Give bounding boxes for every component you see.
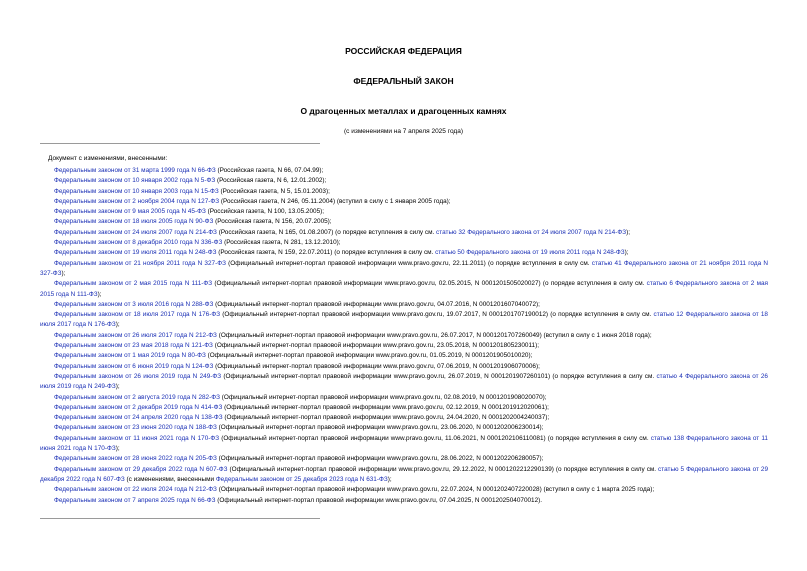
amendment-link[interactable]: Федеральным законом от 10 января 2003 года N 15-ФЗ xyxy=(54,187,219,195)
amendments-list xyxy=(40,166,768,506)
amendment-item xyxy=(40,362,768,372)
amendment-item xyxy=(40,372,768,393)
amendment-link[interactable]: Федеральным законом от 23 мая 2018 года N 121-ФЗ xyxy=(54,342,213,350)
amendment-text: (Официальный интернет-портал правовой информации www.pravo.gov.ru, 02.12.2019, N 0001201912020061); xyxy=(222,403,549,411)
amendment-text: (Российская газета, N 66, 07.04.99); xyxy=(215,167,324,174)
amendment-text: ); xyxy=(387,475,392,483)
amendment-item xyxy=(40,341,768,351)
document-title: О драгоценных металлах и драгоценных камнях xyxy=(300,106,507,116)
amendment-text: ); xyxy=(115,445,120,453)
amendment-item xyxy=(40,217,768,227)
amendment-text: (Российская газета, N 6, 12.01.2002); xyxy=(215,177,327,185)
amendment-link[interactable]: статью 6 Федерального закона от 2 мая 2015 года N 111-ФЗ xyxy=(40,280,768,298)
amendment-text: ); xyxy=(61,269,66,277)
amendment-text: (Российская газета, N 5, 15.01.2003); xyxy=(218,187,330,195)
amendment-item xyxy=(40,197,768,207)
amendment-item xyxy=(40,351,768,361)
amendment-item xyxy=(40,434,768,455)
amendment-text: (Российская газета, N 100, 13.05.2005); xyxy=(205,208,325,216)
amendment-text: (Российская газета, N 156, 20.07.2005); xyxy=(213,218,332,226)
amendment-link[interactable]: Федеральным законом от 6 июня 2019 года N 124-ФЗ xyxy=(54,362,214,370)
amendment-item xyxy=(40,393,768,403)
amendment-link[interactable]: статью 32 Федерального закона от 24 июля 2007 года N 214-ФЗ xyxy=(436,228,627,236)
amendment-text: ); xyxy=(624,249,629,257)
amendment-text: (Официальный интернет-портал правовой информации www.pravo.gov.ru, 02.05.2015, N 0001201505020027) (о порядке вступления в силу см. xyxy=(212,280,647,288)
amendment-text: (Официальный интернет-портал правовой информации www.pravo.gov.ru, 07.06.2019, N 0001201906070006); xyxy=(213,362,540,370)
amendment-item xyxy=(40,485,768,495)
amendment-item xyxy=(40,166,768,176)
amendment-text: ); xyxy=(97,290,102,298)
amendment-text: (Официальный интернет-портал правовой информации www.pravo.gov.ru, 24.04.2020, N 0001202004240037); xyxy=(222,414,550,422)
amendment-text: (Официальный интернет-портал правовой информации www.pravo.gov.ru, 22.07.2024, N 0001202407220028) (вступил в силу с 1 марта 2025 года); xyxy=(216,486,655,494)
amendment-item xyxy=(40,207,768,217)
amendment-item xyxy=(40,331,768,341)
amendments-label: Документ с изменениями, внесенными: xyxy=(48,155,168,162)
amendment-text: (Официальный интернет-портал правовой информации www.pravo.gov.ru, 23.06.2020, N 0001202006230014); xyxy=(216,424,544,432)
amendment-text: ); xyxy=(115,383,120,391)
amendment-item xyxy=(40,259,768,280)
amendment-text: (Российская газета, N 281, 13.12.2010); xyxy=(222,239,341,247)
amendment-item xyxy=(40,300,768,310)
amendment-item xyxy=(40,279,768,300)
amendment-item xyxy=(40,238,768,248)
amendment-item xyxy=(40,496,768,506)
amendment-text: (с изменениями, внесенными xyxy=(124,475,216,483)
amendment-link[interactable]: статью 5 Федерального закона от 29 декабря 2022 года N 607-ФЗ xyxy=(40,465,768,483)
amendment-link[interactable]: Федеральным законом от 18 июля 2005 года N 90-ФЗ xyxy=(54,218,214,226)
amendment-item xyxy=(40,187,768,197)
amendment-item xyxy=(40,413,768,423)
top-divider xyxy=(40,143,320,144)
amendment-link[interactable]: Федеральным законом от 9 мая 2005 года N 45-ФЗ xyxy=(54,208,206,216)
amendment-item xyxy=(40,465,768,486)
amendment-text: (Официальный интернет-портал правовой информации www.pravo.gov.ru, 01.05.2019, N 0001201905010020); xyxy=(205,352,533,360)
amendment-text: (Российская газета, N 159, 22.07.2011) (о порядке вступления в силу см. xyxy=(216,249,436,257)
amendment-link[interactable]: статью 4 Федерального закона от 26 июля 2019 года N 249-ФЗ xyxy=(40,372,768,391)
amendment-link[interactable]: Федеральным законом от 26 июля 2019 года N 249-ФЗ xyxy=(54,372,222,380)
amendment-item xyxy=(40,423,768,433)
amendment-text: (Российская газета, N 246, 05.11.2004) (вступил в силу с 1 января 2005 года); xyxy=(219,197,451,205)
bottom-divider xyxy=(40,518,320,519)
amendment-link[interactable]: Федеральным законом от 3 июля 2016 года N 288-ФЗ xyxy=(54,300,214,308)
amendment-link[interactable]: Федеральным законом от 2 ноября 2004 года N 127-ФЗ xyxy=(54,197,220,205)
amendment-link[interactable]: Федеральным законом от 8 декабря 2010 года N 336-ФЗ xyxy=(54,239,223,247)
amendment-text: ); xyxy=(626,228,630,236)
amendment-link[interactable]: статью 138 Федерального закона от 11 июня 2021 года N 170-ФЗ xyxy=(40,434,768,453)
amendment-link[interactable]: статью 50 Федерального закона от 19 июля 2011 года N 248-ФЗ xyxy=(435,249,625,257)
amendment-link[interactable]: Федеральным законом от 31 марта 1999 года N 66-ФЗ xyxy=(54,167,216,174)
amendment-link[interactable]: Федеральным законом от 11 июня 2021 года N 170-ФЗ xyxy=(54,434,220,442)
amendment-text: (Официальный интернет-портал правовой информации www.pravo.gov.ru, 28.06.2022, N 0001202206280057); xyxy=(216,455,544,463)
amendment-link[interactable]: Федеральным законом от 29 декабря 2022 года N 607-ФЗ xyxy=(54,465,228,473)
amendment-link[interactable]: Федеральным законом от 10 января 2002 года N 5-ФЗ xyxy=(54,177,216,185)
amendment-text: (Официальный интернет-портал правовой информации www.pravo.gov.ru, 07.04.2025, N 0001202504070012). xyxy=(215,496,543,504)
amendment-link[interactable]: Федеральным законом от 26 июля 2017 года N 212-ФЗ xyxy=(54,331,217,339)
amendment-text: (Официальный интернет-портал правовой информации www.pravo.gov.ru, 11.06.2021, N 0001202106110081) (о порядке вступления в силу см. xyxy=(219,434,651,442)
amendment-text: (Официальный интернет-портал правовой информации www.pravo.gov.ru, 29.12.2022, N 0001202212290139) (о порядке вступления в силу см. xyxy=(227,465,659,473)
amendment-link[interactable]: Федеральным законом от 23 июня 2020 года N 188-ФЗ xyxy=(54,424,217,432)
amendment-text: (Официальный интернет-портал правовой информации www.pravo.gov.ru, 02.08.2019, N 0001201908020070); xyxy=(219,393,547,401)
amendment-link[interactable]: статью 12 Федерального закона от 18 июля 2017 года N 176-ФЗ xyxy=(40,311,768,329)
country-heading: РОССИЙСКАЯ ФЕДЕРАЦИЯ xyxy=(345,46,462,56)
amendment-text: (Официальный интернет-портал правовой информации www.pravo.gov.ru, 23.05.2018, N 0001201805230011); xyxy=(212,342,540,350)
amendment-item xyxy=(40,228,768,238)
doc-type-heading: ФЕДЕРАЛЬНЫЙ ЗАКОН xyxy=(353,76,454,86)
amendment-link[interactable]: Федеральным законом от 28 июня 2022 года N 205-ФЗ xyxy=(54,455,217,463)
amendment-text: (Официальный интернет-портал правовой информации www.pravo.gov.ru, 22.11.2011) (о порядке вступления в силу см. xyxy=(225,259,592,267)
amendment-item xyxy=(40,248,768,258)
amendment-link[interactable]: Федеральным законом от 2 мая 2015 года N 111-ФЗ xyxy=(54,280,213,288)
amendment-link[interactable]: Федеральным законом от 21 ноября 2011 года N 327-ФЗ xyxy=(54,259,226,267)
amendment-link[interactable]: Федеральным законом от 18 июля 2017 года N 176-ФЗ xyxy=(54,311,221,319)
amendment-text: (Официальный интернет-портал правовой информации www.pravo.gov.ru, 04.07.2016, N 0001201607040072); xyxy=(213,300,540,308)
amendment-link[interactable]: Федеральным законом от 2 декабря 2019 года N 414-ФЗ xyxy=(54,403,223,411)
amendment-item xyxy=(40,310,768,331)
amendment-link[interactable]: Федеральным законом от 2 августа 2019 года N 282-ФЗ xyxy=(54,393,220,401)
amendment-item xyxy=(40,176,768,186)
revision-subtitle: (с изменениями на 7 апреля 2025 года) xyxy=(343,128,463,135)
amendment-text: (Российская газета, N 165, 01.08.2007) (о порядке вступления в силу см. xyxy=(216,228,437,236)
amendment-link[interactable]: Федеральным законом от 24 июля 2007 года N 214-ФЗ xyxy=(54,228,217,236)
amendment-link[interactable]: Федеральным законом от 1 мая 2019 года N 80-ФЗ xyxy=(54,352,206,360)
amendment-link[interactable]: статью 41 Федерального закона от 21 ноября 2011 года N 327-ФЗ xyxy=(40,259,768,277)
amendment-link[interactable]: Федеральным законом от 25 декабря 2023 года N 631-ФЗ xyxy=(215,475,388,483)
amendment-link[interactable]: Федеральным законом от 19 июля 2011 года N 248-ФЗ xyxy=(54,249,217,257)
amendment-text: (Официальный интернет-портал правовой информации www.pravo.gov.ru, 19.07.2017, N 0001201707190012) (о порядке вступления в силу см. xyxy=(220,311,654,319)
amendment-item xyxy=(40,454,768,464)
amendment-link[interactable]: Федеральным законом от 7 апреля 2025 года N 66-ФЗ xyxy=(54,496,216,504)
amendment-text: (Официальный интернет-портал правовой информации www.pravo.gov.ru, 26.07.2017, N 0001201707260049) (вступил в силу с 1 июня 2018 года); xyxy=(216,331,652,339)
amendment-link[interactable]: Федеральным законом от 22 июля 2024 года N 212-ФЗ xyxy=(54,486,217,494)
amendment-text: (Официальный интернет-портал правовой информации www.pravo.gov.ru, 26.07.2019, N 0001201907260101) (о порядке вступления в силу см. xyxy=(221,372,657,380)
amendment-link[interactable]: Федеральным законом от 24 апреля 2020 года N 138-ФЗ xyxy=(54,414,223,422)
amendment-text: ); xyxy=(115,321,120,329)
amendment-item xyxy=(40,403,768,413)
